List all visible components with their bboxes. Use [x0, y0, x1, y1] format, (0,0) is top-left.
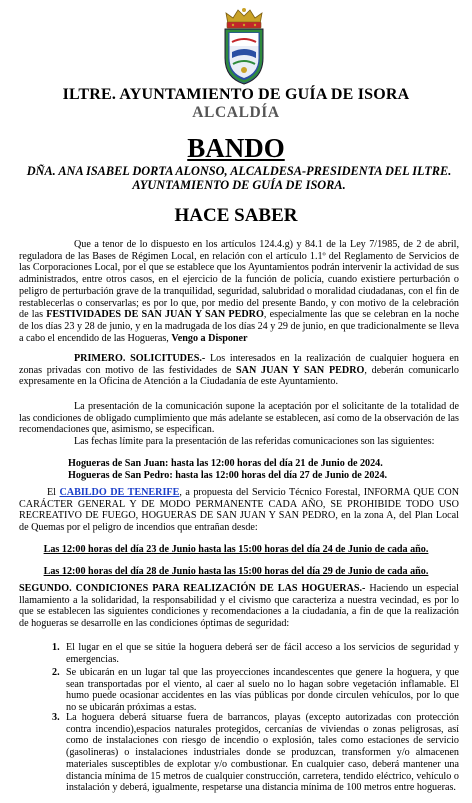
segundo-title: SEGUNDO. CONDICIONES PARA REALIZACIÓN DE LAS HOGUERAS.-	[19, 583, 366, 594]
ayuntamiento-title: ILTRE. AYUNTAMIENTO DE GUÍA DE ISORA	[62, 86, 410, 103]
list-item-text: Se ubicarán en un lugar tal que las proyecciones incandescentes que genere la hoguera, y que sean transportadas por el viento, al caer al suelo no lo hagan sobre vegetación inflamable. El humo puede ocasionar accidentes en las vías públicas por donde circulen vehículos, por lo que no se ubicarán próximas a estas.	[66, 667, 459, 714]
presentacion-paragraph: La presentación de la comunicación supone la aceptación por el solicitante de la totalidad de las condiciones de obligado cumplimiento que más adelante se establecen, así como de la observación de las recomendaciones que, asimismo, se especifican.	[19, 401, 459, 436]
vengo-a-disponer: Vengo a Disponer	[171, 332, 248, 344]
fechas-intro: Las fechas límite para la presentación de las referidas comunicaciones son las siguientes:	[74, 436, 435, 447]
fecha-san-juan: Hogueras de San Juan: hasta las 12:00 horas del día 21 de Junio de 2024.	[68, 458, 383, 469]
hace-saber-heading: HACE SABER	[174, 205, 298, 226]
fecha-san-pedro: Hogueras de San Pedro: hasta las 12:00 horas del día 27 de Junio de 2024.	[68, 470, 388, 481]
alcaldesa-heading: DÑA. ANA ISABEL DORTA ALONSO, ALCALDESA-PRESIDENTA DEL ILTRE. AYUNTAMIENTO DE GUÍA DE ISORA.	[26, 164, 452, 192]
cabildo-link[interactable]: CABILDO DE TENERIFE	[59, 487, 180, 498]
list-item-number: 1.	[52, 642, 60, 653]
alcaldia-subtitle: ALCALDÍA	[192, 104, 280, 121]
primero-title: PRIMERO. SOLICITUDES.-	[74, 353, 206, 364]
list-item-text: El lugar en el que se sitúe la hoguera deberá ser de fácil acceso a los servicios de seguridad y emergencias.	[66, 642, 459, 665]
list-item-number: 2.	[52, 667, 60, 678]
cabildo-paragraph: El CABILDO DE TENERIFE, a propuesta del Servicio Técnico Forestal, INFORMA QUE CON CARÁCTER GENERAL Y DE MODO PERMANENTE CADA AÑO, SE PROHIBIDE TODO USO RECREATIVO DE FUEGO, HOGUERAS DE SAN JUAN Y SAN PEDRO, en la zona A, del Plan Local de Quemas por el peligro de incendios que entrañan desde:	[19, 487, 460, 534]
coat-of-arms-icon	[218, 6, 270, 86]
segundo-paragraph: SEGUNDO. CONDICIONES PARA REALIZACIÓN DE LAS HOGUERAS.- Haciendo un especial llamamiento a la solidaridad, la responsabilidad y el civismo que caracteriza a nuestra vecindad, es por lo que se establecen las siguientes condiciones y recomendaciones a la ciudadanía, a fin de que la realización de hogueras se desarrolle en las condiciones óptimas de seguridad:	[19, 583, 459, 630]
list-item-number: 3.	[52, 712, 60, 723]
periodo-san-pedro: Las 12:00 horas del día 28 de Junio hasta las 15:00 horas del día 29 de Junio de cada año.	[43, 566, 429, 577]
periodo-san-juan: Las 12:00 horas del día 23 de Junio hasta las 15:00 horas del día 24 de Junio de cada año.	[43, 544, 429, 555]
list-item-text: La hoguera deberá situarse fuera de barrancos, playas (excepto autorizadas con protección contra incendio),espacios naturales protegidos, cercanías de viviendas o zonas peligrosas, así como de instalaciones con riesgo de incendio o explosión, tales como estaciones de servicio (gasolineras) o instalaciones industriales donde se produzcan, transformen y/o almacenen materiales susceptibles de explotar y/o combustionar. En cualquier caso, deberá mantener una distancia mínima de 15 metros de cualquier construcción, carretera, tendido eléctrico, vehículo o instalación y deberá, igualmente, respetarse una distancia mínima de 100 metros entre hogueras.	[66, 712, 459, 794]
festividades-text: FESTIVIDADES DE SAN JUAN Y SAN PEDRO	[46, 309, 264, 321]
primero-paragraph: PRIMERO. SOLICITUDES.- Los interesados en la realización de cualquier hoguera en zonas privadas con motivo de las festividades de SAN JUAN Y SAN PEDRO, deberán comunicarlo expresamente en la Oficina de Atención a la Ciudadanía de este Ayuntamiento.	[19, 353, 459, 388]
intro-paragraph: Que a tenor de lo dispuesto en los artículos 124.4.g) y 84.1 de la Ley 7/1985, de 2 de abril, reguladora de las Bases de Régimen Local, en relación con el artículo 1.1º del Reglamento de Servicios de las Corporaciones Local, por el que se establece que los Ayuntamientos podrán intervenir la actividad de sus administrados, entre otros casos, en el ejercicio de la función de policía, cuando existiere perturbación o peligro de perturbación grave de la tranquilidad, seguridad, salubridad o moralidad ciudadanas, con el fin de restablecerlas o conservarlas; es por lo que, por medio del presente Bando, y con motivo de la celebración de las FESTIVIDADES DE SAN JUAN Y SAN PEDRO, especialmente las que se celebran en la noche de los días 23 y 28 de junio, y en la madrugada de los días 24 y 29 de junio, en que tradicionalmente se lleva a cabo el encendido de las Hogueras, Vengo a Disponer	[19, 239, 459, 344]
bando-title: BANDO	[187, 133, 285, 163]
